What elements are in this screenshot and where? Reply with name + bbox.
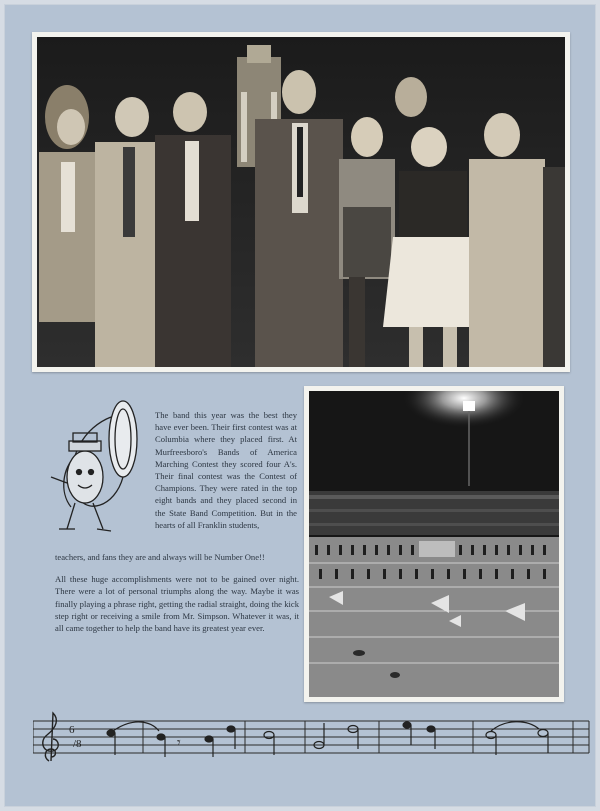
music-staff-icon bbox=[33, 709, 593, 769]
article-paragraph-1-continued: teachers, and fans they are and always will be Number One!! bbox=[55, 552, 265, 562]
yearbook-page bbox=[4, 4, 596, 807]
trophy-group-photo-image bbox=[37, 37, 565, 367]
stadium-night-photo bbox=[304, 386, 564, 702]
svg-text:/8: /8 bbox=[73, 738, 82, 750]
article-paragraph-1: The band this year was the best they have ever been. Their first contest was at Columbia where they placed first. At Murfreesboro's Bands of America Marching Contest they scored four A's. Their final contest was the Contest of Champions. They were rated in the top eight bands and they placed second in the State Band Competition. But in the hearts of all Franklin students, bbox=[155, 410, 297, 530]
svg-text:𝄾: 𝄾 bbox=[177, 736, 181, 751]
article-paragraph-2: All these huge accomplishments were not to be gained over night. There were a lot of personal triumphs along the way. Maybe it was finally playing a phrase right, getting the radial straight, doing the kick step right or receiving a smile from Mr. Simpson. Whatever it was, it all came together to help the band have its greatest year ever. bbox=[55, 574, 299, 634]
trophy-group-photo bbox=[32, 32, 570, 372]
article-body bbox=[55, 551, 299, 644]
svg-text:6: 6 bbox=[69, 724, 75, 736]
sousaphone-player-sketch-icon bbox=[45, 397, 153, 542]
stadium-night-photo-image bbox=[309, 391, 559, 697]
